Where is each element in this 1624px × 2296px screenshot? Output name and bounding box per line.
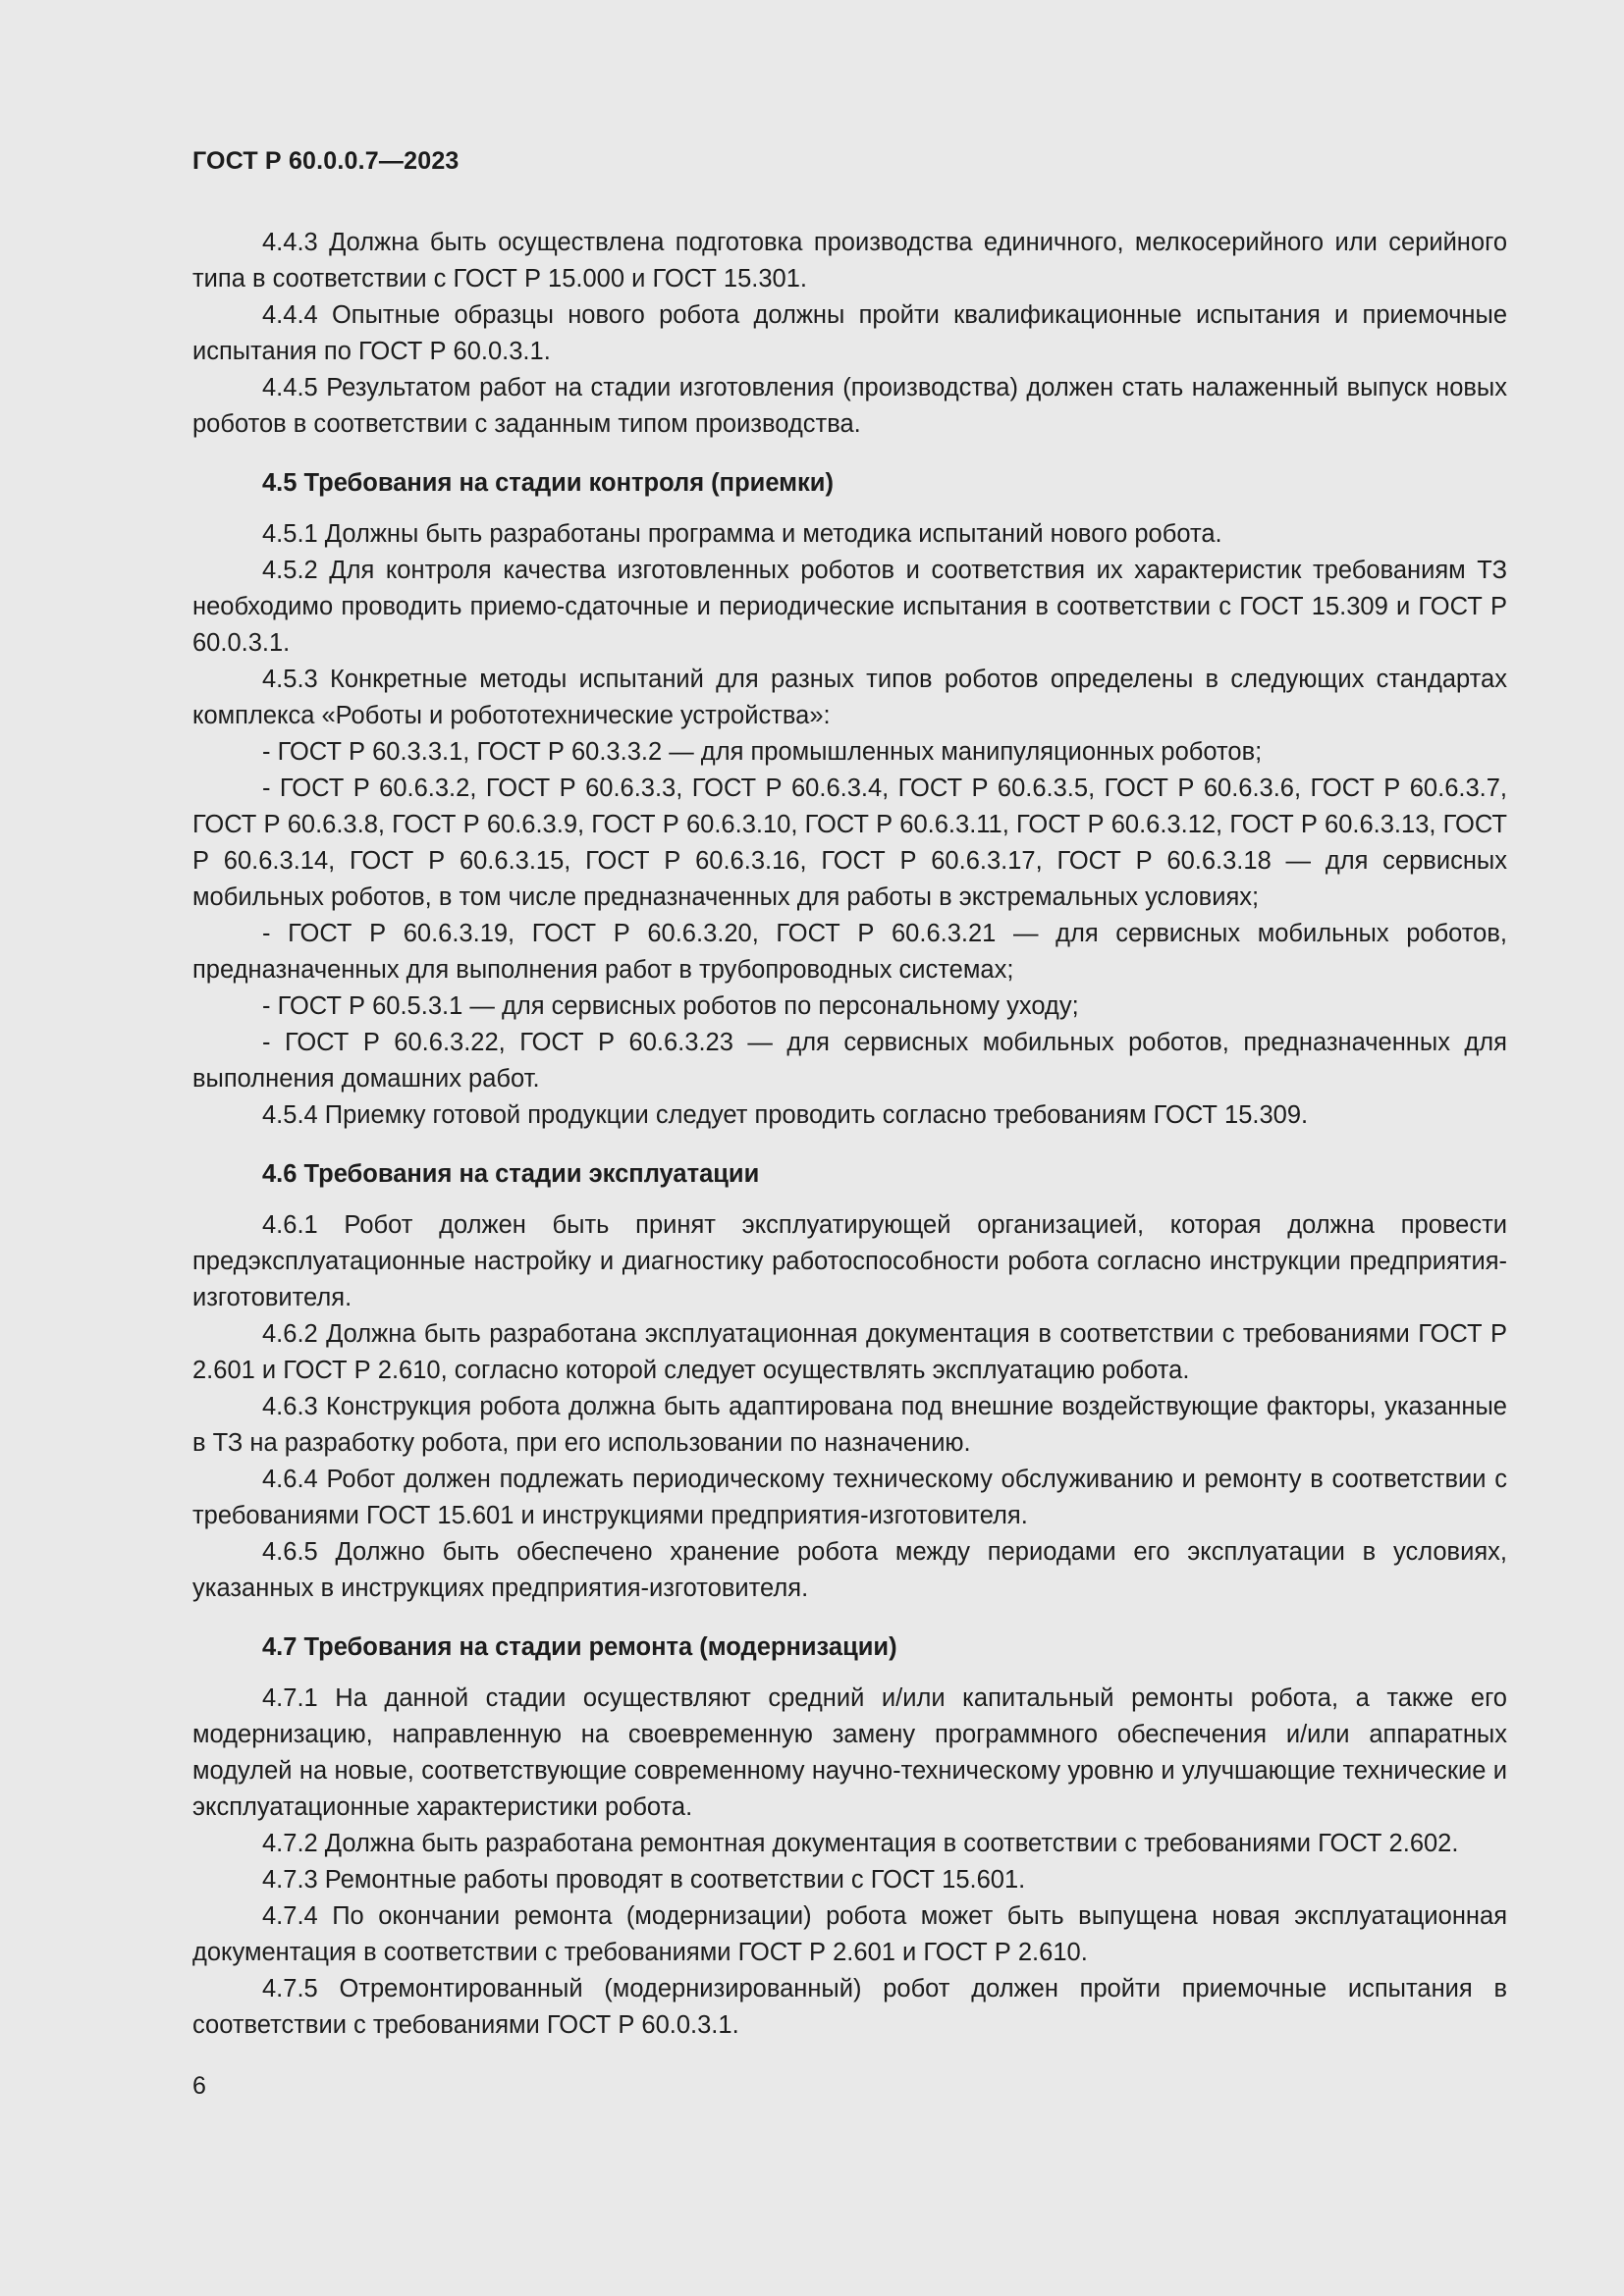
document-body: [192, 225, 1507, 2044]
section-heading-4-7: 4.7 Требования на стадии ремонта (модернизации): [262, 1633, 897, 1661]
list-item: - ГОСТ Р 60.6.3.19, ГОСТ Р 60.6.3.20, ГОСТ Р 60.6.3.21 — для сервисных мобильных роботов, предназначенных для выполнения работ в трубопроводных системах;: [192, 920, 1507, 984]
clause-4-6-2: 4.6.2 Должна быть разработана эксплуатационная документация в соответствии с требованиями ГОСТ Р 2.601 и ГОСТ Р 2.610, согласно которой следует осуществлять эксплуатацию робота.: [192, 1320, 1507, 1384]
section-heading-4-5: 4.5 Требования на стадии контроля (приемки): [262, 469, 834, 497]
section-heading-4-6: 4.6 Требования на стадии эксплуатации: [262, 1160, 760, 1188]
clause-4-4-4: 4.4.4 Опытные образцы нового робота должны пройти квалификационные испытания и приемочные испытания по ГОСТ Р 60.0.3.1.: [192, 301, 1507, 365]
clause-4-7-3: 4.7.3 Ремонтные работы проводят в соответствии с ГОСТ 15.601.: [262, 1866, 1026, 1894]
clause-4-5-2: 4.5.2 Для контроля качества изготовленных роботов и соответствия их характеристик требованиям ТЗ необходимо проводить приемо-сдаточные и периодические испытания в соответствии с ГОСТ 15.309 и ГОСТ Р 60.0.3.1.: [192, 557, 1507, 657]
list-item: - ГОСТ Р 60.6.3.22, ГОСТ Р 60.6.3.23 — для сервисных мобильных роботов, предназначенных для выполнения домашних работ.: [192, 1029, 1507, 1093]
clause-4-6-3: 4.6.3 Конструкция робота должна быть адаптирована под внешние воздействующие факторы, указанные в ТЗ на разработку робота, при его использовании по назначению.: [192, 1393, 1507, 1457]
page-number: 6: [192, 2072, 206, 2100]
clause-4-6-5: 4.6.5 Должно быть обеспечено хранение робота между периодами его эксплуатации в условиях, указанных в инструкциях предприятия-изготовителя.: [192, 1538, 1507, 1602]
clause-4-7-2: 4.7.2 Должна быть разработана ремонтная документация в соответствии с требованиями ГОСТ 2.602.: [262, 1830, 1459, 1857]
clause-4-5-4: 4.5.4 Приемку готовой продукции следует проводить согласно требованиям ГОСТ 15.309.: [262, 1101, 1309, 1129]
list-item: - ГОСТ Р 60.6.3.2, ГОСТ Р 60.6.3.3, ГОСТ Р 60.6.3.4, ГОСТ Р 60.6.3.5, ГОСТ Р 60.6.3.6, ГОСТ Р 60.6.3.7, ГОСТ Р 60.6.3.8, ГОСТ Р 60.6.3.9, ГОСТ Р 60.6.3.10, ГОСТ Р 60.6.3.11, ГОСТ Р 60.6.3.12, ГОСТ Р 60.6.3.13, ГОСТ Р 60.6.3.14, ГОСТ Р 60.6.3.15, ГОСТ Р 60.6.3.16, ГОСТ Р 60.6.3.17, ГОСТ Р 60.6.3.18 — для сервисных мобильных роботов, в том числе предназначенных для работы в экстремальных условиях;: [192, 774, 1507, 911]
clause-4-5-3: 4.5.3 Конкретные методы испытаний для разных типов роботов определены в следующих стандартах комплекса «Роботы и робототехнические устройства»:: [192, 666, 1507, 729]
clause-4-5-1: 4.5.1 Должны быть разработаны программа и методика испытаний нового робота.: [262, 520, 1222, 548]
clause-4-6-4: 4.6.4 Робот должен подлежать периодическому техническому обслуживанию и ремонту в соответствии с требованиями ГОСТ 15.601 и инструкциями предприятия-изготовителя.: [192, 1466, 1507, 1529]
clause-4-7-4: 4.7.4 По окончании ремонта (модернизации) робота может быть выпущена новая эксплуатационная документация в соответствии с требованиями ГОСТ Р 2.601 и ГОСТ Р 2.610.: [192, 1902, 1507, 1966]
list-item: - ГОСТ Р 60.5.3.1 — для сервисных роботов по персональному уходу;: [262, 992, 1079, 1020]
standard-header: ГОСТ Р 60.0.0.7—2023: [192, 147, 460, 175]
clause-4-4-3: 4.4.3 Должна быть осуществлена подготовка производства единичного, мелкосерийного или серийного типа в соответствии с ГОСТ Р 15.000 и ГОСТ 15.301.: [192, 229, 1507, 293]
list-item: - ГОСТ Р 60.3.3.1, ГОСТ Р 60.3.3.2 — для промышленных манипуляционных роботов;: [262, 738, 1263, 766]
clause-4-4-5: 4.4.5 Результатом работ на стадии изготовления (производства) должен стать налаженный выпуск новых роботов в соответствии с заданным типом производства.: [192, 374, 1507, 438]
clause-4-7-5: 4.7.5 Отремонтированный (модернизированный) робот должен пройти приемочные испытания в соответствии с требованиями ГОСТ Р 60.0.3.1.: [192, 1975, 1507, 2039]
clause-4-7-1: 4.7.1 На данной стадии осуществляют средний и/или капитальный ремонты робота, а также его модернизацию, направленную на своевременную замену программного обеспечения и/или аппаратных модулей на новые, соответствующие современному научно-техническому уровню и улучшающие технические и эксплуатационные характеристики робота.: [192, 1684, 1507, 1821]
clause-4-6-1: 4.6.1 Робот должен быть принят эксплуатирующей организацией, которая должна провести предэксплуатационные настройку и диагностику работоспособности робота согласно инструкции предприятия-изготовителя.: [192, 1211, 1507, 1311]
